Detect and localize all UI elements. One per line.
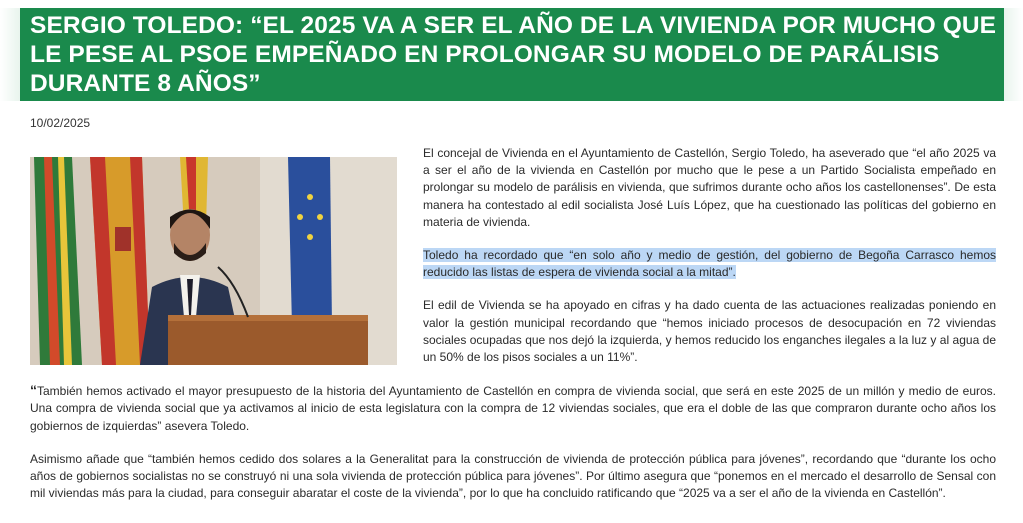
paragraph-4	[30, 382, 996, 435]
article-header	[20, 8, 1004, 101]
article-title: SERGIO TOLEDO: “EL 2025 VA A SER EL AÑO DE LA VIVIENDA POR MUCHO QUE LE PESE AL PSOE EMPEÑADO EN PROLONGAR SU MODELO DE PARÁLISIS DURANTE 8 AÑOS”	[30, 12, 997, 97]
header-right-fade	[1004, 8, 1023, 101]
paragraph-4-text: También hemos activado el mayor presupuesto de la historia del Ayuntamiento de Castellón en compra de vivienda social, que será en este 2025 de un millón y medio de euros. Una compra de vivienda social que ya activamos al inicio de esta legislatura con la compra de 12 viviendas sociales, que era el doble de las que compraron durante ocho años los gobiernos de izquierdas” asevera Toledo.	[30, 384, 996, 433]
speaker-at-podium-image	[30, 157, 397, 365]
article-body	[30, 145, 996, 518]
paragraph-1: El concejal de Vivienda en el Ayuntamiento de Castellón, Sergio Toledo, ha aseverado que “el año 2025 va a ser el año de la vivienda en Castellón por mucho que le pese a un Partido Socialista empeñado en prolongar su modelo de parálisis en vivienda, que sufrimos durante ocho años los castellonenses”. De esta manera ha contestado al edil socialista José Luís López, que ha cuestionado las políticas del gobierno en materia de vivienda.	[423, 146, 996, 229]
opening-quote: “	[30, 382, 37, 399]
selected-text[interactable]: Toledo ha recordado que “en solo año y medio de gestión, del gobierno de Begoña Carrasco hemos reducido las listas de espera de vivienda social a la mitad”.	[423, 248, 996, 280]
header-left-fade	[0, 8, 20, 101]
article-photo	[30, 157, 397, 365]
article-date: 10/02/2025	[30, 116, 91, 130]
paragraph-5: Asimismo añade que “también hemos cedido dos solares a la Generalitat para la construcción de vivienda de protección pública para jóvenes”, recordando que “durante los ocho años de gobiernos socialistas no se construyó ni una sola vivienda de protección pública para jóvenes”. Por último asegura que “ponemos en el mercado el desarrollo de Sensal con mil viviendas más para la ciudad, para conseguir abaratar el coste de la vivienda”, por lo que ha concluido ratificando que “2025 va a ser el año de la vivienda en Castellón”.	[30, 451, 996, 501]
paragraph-3: El edil de Vivienda se ha apoyado en cifras y ha dado cuenta de las actuaciones realizadas poniendo en valor la gestión municipal recordando que “hemos iniciado procesos de desocupación en 72 viviendas sociales ocupadas que nos dejó la izquierda, y hemos reducido los enganches ilegales a la luz y al agua de un 50% de los pisos sociales a un 11%”.	[423, 298, 996, 365]
